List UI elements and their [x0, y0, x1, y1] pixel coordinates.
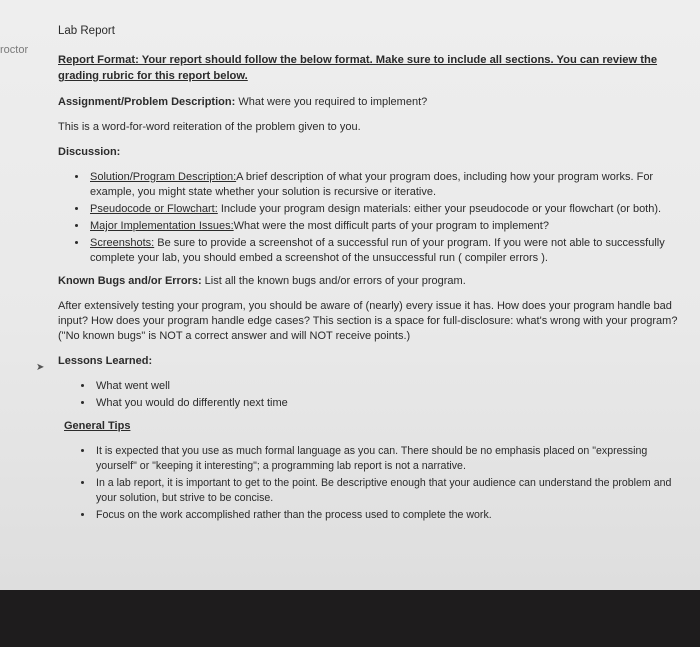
list-item-text: Be sure to provide a screenshot of a successful run of your program. If you were not able to successfully complete your lab, you should embed a screenshot of the unsuccessful run ( compiler errors ). — [90, 237, 665, 264]
assignment-label: Assignment/Problem Description: — [58, 96, 236, 108]
list-item-text: A brief description of what your program does, including how your program works. For example, you might state whether your solution is recursive or iterative. — [90, 171, 654, 198]
known-bugs-label: Known Bugs and/or Errors: — [58, 275, 202, 287]
list-item: • In a lab report, it is important to get to the point. Be descriptive enough that your audience can understand the problem and your solution, but strive to be concise. — [94, 476, 678, 506]
bugs-paragraph: After extensively testing your program, you should be aware of (nearly) every issue it has. How does your program handle bad input? How does your program handle edge cases? This section is a space for full-disclosure: what's wrong with your program? ("No known bugs" is NOT a correct answer and will NOT receive points.) — [58, 300, 678, 342]
list-item — [88, 219, 678, 234]
list-item — [88, 170, 678, 200]
tips-list — [64, 444, 678, 523]
assignment-description — [58, 95, 678, 110]
known-bugs-text: List all the known bugs and/or errors of your program. — [201, 275, 466, 287]
list-item-text: What were the most difficult parts of your program to implement? — [233, 220, 549, 232]
known-bugs — [58, 274, 678, 289]
list-item-term: Pseudocode or Flowchart: — [90, 203, 218, 215]
general-tips-heading: General Tips — [64, 420, 131, 432]
list-item — [88, 202, 678, 217]
cropped-top-text — [60, 0, 360, 4]
list-item: • What went well — [94, 379, 678, 394]
cursor-arrow-icon: ➤ — [36, 362, 45, 373]
lessons-label — [58, 354, 678, 369]
lessons-label-text: Lessons Learned: — [58, 355, 153, 367]
report-content — [58, 24, 678, 531]
page-title: Lab Report — [58, 25, 115, 37]
list-item-term: Screenshots: — [90, 237, 155, 249]
discussion-label-text: Discussion: — [58, 146, 121, 158]
list-item — [88, 236, 678, 266]
list-item-term: Solution/Program Description: — [90, 171, 237, 183]
list-item: • What you would do differently next time — [94, 396, 678, 411]
lessons-list — [64, 379, 678, 411]
list-item: • It is expected that you use as much formal language as you can. There should be no emphasis placed on "expressing yourself" or "keeping it interesting"; a programming lab report is not a narrative. — [94, 444, 678, 474]
discussion-list — [58, 170, 678, 266]
dark-bottom-area — [0, 590, 700, 647]
assignment-text: What were you required to implement? — [235, 96, 428, 108]
list-item: • Focus on the work accomplished rather than the process used to complete the work. — [94, 508, 678, 523]
list-item-term: Major Implementation Issues: — [90, 220, 234, 232]
reiteration-text: This is a word-for-word reiteration of the problem given to you. — [58, 121, 361, 133]
discussion-label — [58, 145, 678, 160]
list-item-text: Include your program design materials: either your pseudocode or your flowchart (or both). — [217, 203, 662, 215]
side-label: roctor — [0, 44, 29, 56]
report-format-heading: Report Format: Your report should follow the below format. Make sure to include all sections. You can review the grading rubric for this report below. — [58, 54, 658, 82]
